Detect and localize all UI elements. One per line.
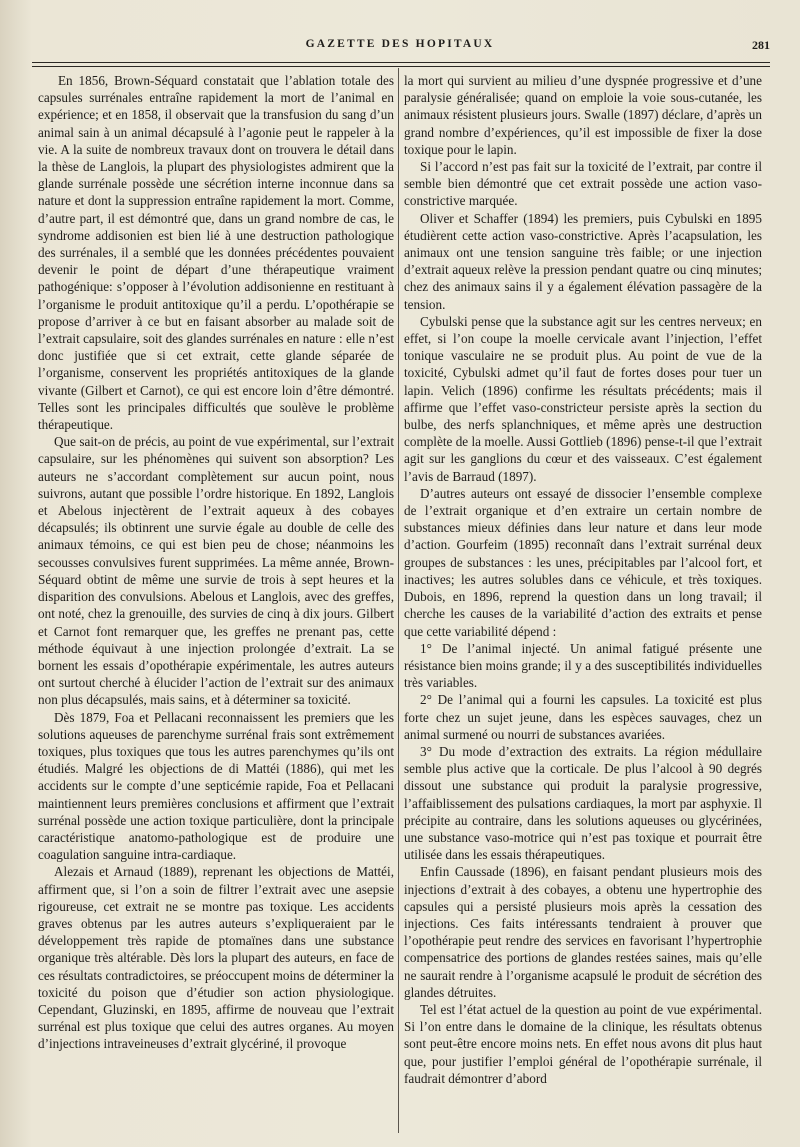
column-divider (398, 68, 399, 1133)
running-header (30, 38, 770, 58)
paragraph: 3° Du mode d’extraction des extraits. La région médullaire semble plus active que la corticale. De plus l’alcool à 90 degrés dissout une substance qui produit la paralysie progressive, l’affaiblissement des pulsations cardiaques, la mort par asphyxie. Il précipite au contraire, dans les solutions aqueuses ou glycérinées, une substance vaso-motrice qui n’est pas toxique et pourrait être utilisée dans les essais thérapeutiques. (404, 743, 762, 863)
header-rule-thin (32, 66, 770, 67)
paragraph: la mort qui survient au milieu d’une dyspnée progressive et d’une paralysie généralisée; quand on emploie la voie sous-cutanée, les animaux résistent plusieurs jours. Swalle (1897) déclare, d’après un grand nombre d’expériences, qu’il est impossible de fixer la dose toxique pour le lapin. (404, 73, 762, 157)
header-rule-thick (32, 62, 770, 63)
paragraph: Tel est l’état actuel de la question au point de vue expérimental. Si l’on entre dans le domaine de la clinique, les résultats obtenus sont peut-être encore moins nets. En effet nous avons dit plus haut que, pour justifier l’emploi général de l’opothérapie surrénale, il faudrait démontrer d’abord (404, 1001, 762, 1086)
paragraph: Cybulski pense que la substance agit sur les centres nerveux; en effet, si l’on coupe la moelle cervicale avant l’injection, l’effet tonique vasculaire ne se produit plus. Au point de vue de la toxicité, Cybulski admet qu’il faut de fortes doses pour tuer un lapin. Velich (1896) confirme les résultats précédents; mais il affirme que l’effet vaso-constricteur persiste après la section du bulbe, des nerfs splanchniques, et même après une destruction complète de la moelle. Aussi Gottlieb (1896) pense-t-il que l’extrait agit sur les ganglions du cœur et des vaisseaux. C’est également l’avis de Barraud (1897). (404, 313, 762, 484)
paragraph: Si l’accord n’est pas fait sur la toxicité de l’extrait, par contre il semble bien démontré que cet extrait possède une action vaso-constrictive marquée. (404, 159, 762, 209)
paragraph: Enfin Caussade (1896), en faisant pendant plusieurs mois des injections d’extrait à des cobayes, a obtenu une hypertrophie des capsules qui a persisté plusieurs mois après la cessation des injections. Ces faits intéressants tendraient à prouver que l’opothérapie peut rendre des services en favorisant l’hypertrophie compensatrice des portions de glandes restées saines, mais qu’elle ne saurait rendre à l’organisme acapsulé le produit de sécrétion des glandes détruites. (404, 864, 762, 1000)
page-number: 281 (752, 38, 770, 52)
paragraph: Dès 1879, Foa et Pellacani reconnaissent les premiers que les solutions aqueuses de parenchyme surrénal frais sont extrêmement toxiques, plus toxiques que tous les autres parenchymes qu’ils ont étudiés. Malgré les objections de di Mattéi (1886), qui met les accidents sur le compte d’une septicémie rapide, Foa et Pellacani maintiennent leurs premières conclusions et affirment que l’extrait surrénal possède une action toxique particulière, dont la principale caractéristique anatomo-pathologique est de produire une coagulation sanguine intra-cardiaque. (38, 709, 394, 863)
paragraph: Oliver et Schaffer (1894) les premiers, puis Cybulski en 1895 étudièrent cette action vaso-constrictive. Après l’acapsulation, les animaux ont une tension sanguine très faible; or une injection d’extrait aqueux relève la pression pendant quatre ou cinq minutes; chez des animaux sains il y a également élévation passagère de la tension. (404, 210, 762, 312)
paragraph: D’autres auteurs ont essayé de dissocier l’ensemble complexe de l’extrait organique et d’en extraire un certain nombre de substances mieux définies dans leur nature et dans leur mode d’action. Gourfeim (1895) reconnaît dans l’extrait surrénal deux groupes de substances : les unes, précipitables par l’alcool fort, et inactives; les autres solubles dans ce véhicule, et très toxiques. Dubois, en 1896, reprend la question dans un long travail; il cherche les causes de la variabilité d’action des extraits et pense que cette variabilité dépend : (404, 485, 762, 639)
paragraph: Que sait-on de précis, au point de vue expérimental, sur l’extrait capsulaire, sur les phénomènes qui suivent son absorption? Les auteurs ne s’accordant complètement sur aucun point, nous suivrons, autant que possible l’ordre historique. En 1892, Langlois et Abelous injectèrent de l’extrait aqueux à des cobayes décapsulés; ils obtinrent une survie égale au double de celle des animaux témoins, ce qui est bien peu de chose; néanmoins les secousses convulsives furent supprimées. La même année, Brown-Séquard obtint de même une survie de trois à sept heures et la disparition des convulsions. Abelous et Langlois, avec des greffes, ont noté, chez la grenouille, des survies de cinq à dix jours. Gilbert et Carnot font remarquer que, les greffes ne prenant pas, cette méthode équivaut à une injection prolongée d’extrait. La se bornent les essais d’opothérapie expérimentale, les autres auteurs ont surtout cherché à élucider l’action de l’extrait sur des animaux non plus décapsulés, mais sains, et à déterminer sa toxicité. (38, 434, 394, 708)
right-column (404, 72, 762, 1087)
paragraph: 2° De l’animal qui a fourni les capsules. La toxicité est plus forte chez un sujet jeune, dans les espèces sauvages, chez un animal surmené ou nourri de substances avariées. (404, 692, 762, 742)
journal-title: GAZETTE DES HOPITAUX (305, 38, 495, 50)
paragraph: Alezais et Arnaud (1889), reprenant les objections de Mattéi, affirment que, si l’on a soin de filtrer l’extrait avec une asepsie rigoureuse, cet extrait ne se montre pas toxique. Les accidents graves obtenus par les autres auteurs s’expliqueraient par le développement très rapide de ptomaïnes dans une substance organique très altérable. Dès lors la plupart des auteurs, en face de ces résultats contradictoires, se préoccupent moins de déterminer la toxicité du poison que d’étudier son action physiologique. Cependant, Gluzinski, en 1895, affirme de nouveau que l’extrait surrénal est plus toxique que celui des autres organes. Au moyen d’injections intraveineuses d’extrait glycériné, il provoque (38, 864, 394, 1052)
paragraph: 1° De l’animal injecté. Un animal fatigué présente une résistance bien moins grande; il y a des susceptibilités individuelles très variables. (404, 640, 762, 691)
left-column (38, 72, 394, 1053)
paragraph: En 1856, Brown-Séquard constatait que l’ablation totale des capsules surrénales entraîne rapidement la mort de l’animal en expérience; et en 1858, il observait que la transfusion du sang d’un animal sain à un animal décapsulé à l’agonie peut le rappeler à la vie. A la suite de nombreux travaux dont on trouvera le détail dans la thèse de Langlois, la plupart des physiologistes admirent que la glande surrénale possède une sécrétion interne inconnue dans sa nature et dont la suppression entraîne rapidement la mort. Comme, d’autre part, il est démontré que, dans un grand nombre de cas, le syndrome addisonien est bien lié à une destruction pathologique des surrénales, il a semblé que les données précédentes pouvaient devenir le point de départ d’une thérapeutique vraiment pathogénique: s’opposer à l’évolution addisonienne en restituant à l’organisme le produit antitoxique qu’il a perdu. L’opothérapie se propose d’arriver à ce but en faisant absorber au malade soit de l’extrait capsulaire, soit des glandes surrénales en nature : elle n’est donc justifiée que si cet extrait, cette glande séparée de l’organisme, conservent les propriétés antitoxiques de la glande vivante (Gilbert et Carnot), ce qui est encore loin d’être démontré. Telles sont les principales difficultés que soulève le problème thérapeutique. (38, 73, 394, 433)
